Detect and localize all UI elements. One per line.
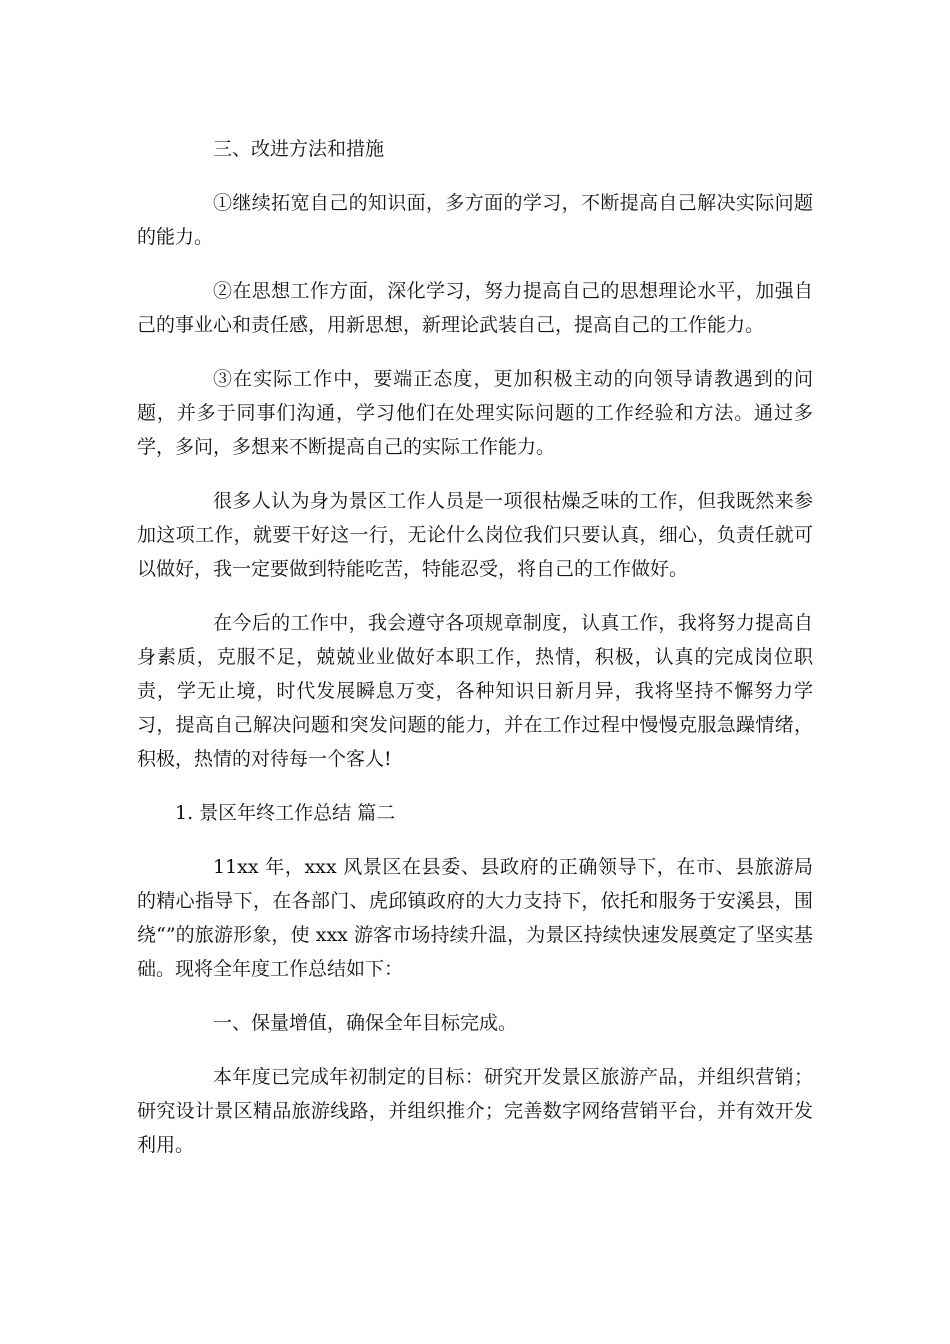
paragraph-annual-intro: 11xx 年，xxx 风景区在县委、县政府的正确领导下，在市、县旅游局的精心指导下，在各部门、虎邱镇政府的大力支持下，依托和服务于安溪县，围绕“”的旅游形象，使 xxx 游客市场持续升温，为景区持续快速发展奠定了坚实基础。现将全年度工作总结如下： <box>137 856 813 980</box>
document-body <box>137 132 813 1182</box>
section-heading-targets: 一、保量增值，确保全年目标完成。 <box>213 1012 518 1034</box>
paragraph-attitude: 很多人认为身为景区工作人员是一项很枯燥乏味的工作，但我既然来参加这项工作，就要干好这一行，无论什么岗位我们只要认真，细心，负责任就可以做好，我一定要做到特能吃苦，特能忍受，将自己的工作做好。 <box>137 490 813 580</box>
paragraph-future-work: 在今后的工作中，我会遵守各项规章制度，认真工作，我将努力提高自身素质，克服不足，兢兢业业做好本职工作，热情，积极，认真的完成岗位职责，学无止境，时代发展瞬息万变，各种知识日新月异，我将坚持不懈努力学习，提高自己解决问题和突发问题的能力，并在工作过程中慢慢克服急躁情绪，积极，热情的对待每一个客人! <box>137 612 813 770</box>
paragraph-targets-completed: 本年度已完成年初制定的目标：研究开发景区旅游产品，并组织营销；研究设计景区精品旅游线路，并组织推介；完善数字网络营销平台，并有效开发利用。 <box>137 1066 813 1156</box>
paragraph-item-1: ①继续拓宽自己的知识面，多方面的学习，不断提高自己解决实际问题的能力。 <box>137 192 813 248</box>
section-heading-part-two: 1. 景区年终工作总结 篇二 <box>175 802 396 824</box>
paragraph-item-2: ②在思想工作方面，深化学习，努力提高自己的思想理论水平，加强自己的事业心和责任感，用新思想，新理论武装自己，提高自己的工作能力。 <box>137 280 813 336</box>
paragraph-item-3: ③在实际工作中，要端正态度，更加积极主动的向领导请教遇到的问题，并多于同事们沟通，学习他们在处理实际问题的工作经验和方法。通过多学，多问，多想来不断提高自己的实际工作能力。 <box>137 368 813 458</box>
section-heading-improvement-methods: 三、改进方法和措施 <box>213 138 385 160</box>
